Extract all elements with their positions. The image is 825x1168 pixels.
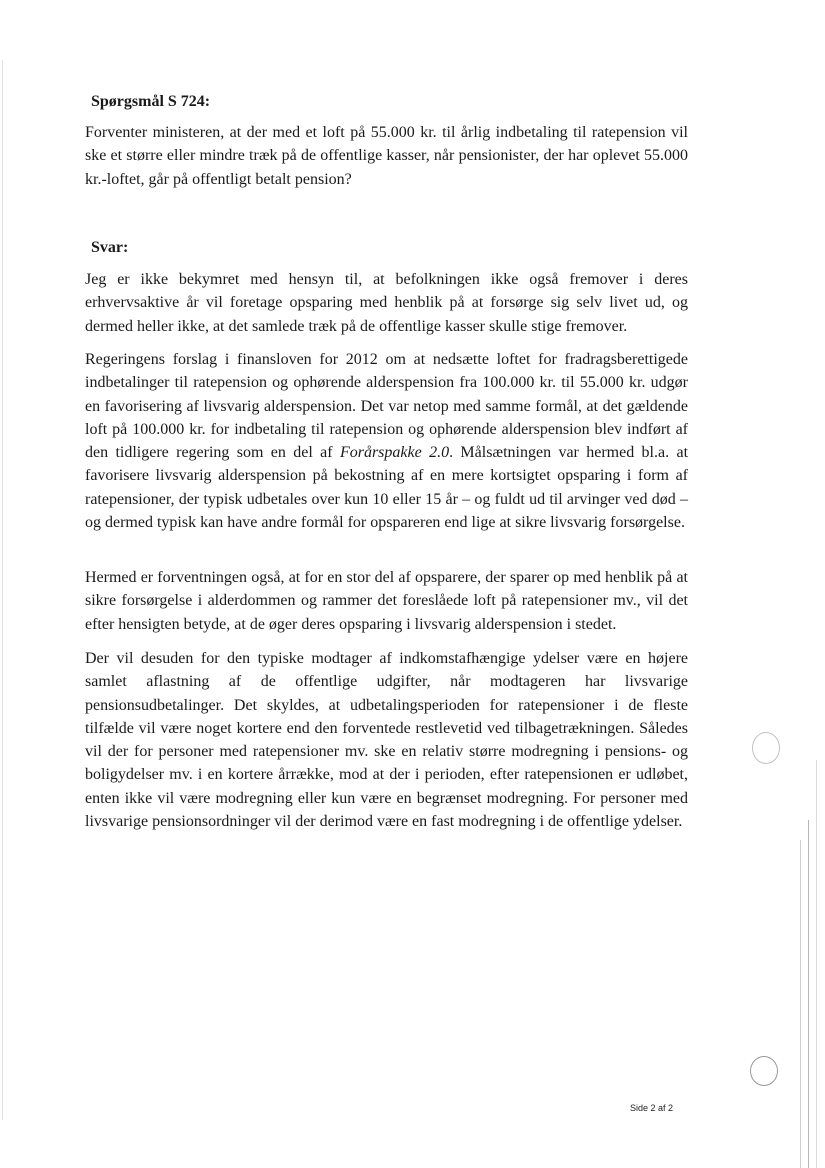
question-heading: Spørgsmål S 724: bbox=[91, 93, 211, 110]
punch-hole-upper bbox=[752, 732, 780, 764]
answer-paragraph-2-text-a: Regeringens forslag i finansloven for 2012 om at nedsætte loftet for fradragsberettigede indbetalinger til ratepension og ophørende alderspension fra 100.000 kr. til 55.000 kr. udgør en favorisering af livsvarig alderspension. Det var netop med samme formål, at det gældende loft på 100.000 kr. for indbetaling til ratepension og ophørende alderspension blev indført af den tidligere regering som en del af bbox=[85, 351, 688, 462]
scan-edge-right-3 bbox=[816, 760, 817, 1168]
answer-paragraph-2-text-b: . Målsætningen var hermed bl.a. at favorisere livsvarig alderspension på bekostning af en mere kortsigtet opsparing i form af ratepensioner, der typisk udbetales over kun 10 eller 15 år – og fuldt ud til arvinger ved død – og dermed typisk kan have andre formål for opspareren end lige at sikre livsvarig forsørgelse. bbox=[85, 444, 689, 532]
answer-heading: Svar: bbox=[91, 239, 129, 256]
question-text: Forventer ministeren, at der med et loft på 55.000 kr. til årlig indbetaling til ratepension vil ske et større eller mindre træk på de offentlige kasser, når pensionister, der har oplevet 55.000 kr.-loftet, går på offentligt betalt pension? bbox=[85, 124, 688, 188]
answer-paragraph-2 bbox=[85, 348, 688, 534]
answer-paragraph-1: Jeg er ikke bekymret med hensyn til, at befolkningen ikke også fremover i deres erhvervsaktive år vil foretage opsparing med henblik på at forsørge sig selv livet ud, og dermed heller ikke, at det samlede træk på de offentlige kasser skulle stige fremover. bbox=[85, 271, 688, 335]
page-number: Side 2 af 2 bbox=[630, 1103, 674, 1113]
package-name: Forårspakke 2.0 bbox=[339, 444, 450, 462]
scan-edge-right-2 bbox=[808, 820, 809, 1168]
answer-paragraph-3: Hermed er forventningen også, at for en stor del af opsparere, der sparer op med henblik på at sikre forsørgelse i alderdommen og rammer det foreslåede loft på ratepensioner mv., vil det efter hensigten betyde, at de øger deres opsparing i livsvarig alderspension i stedet. bbox=[85, 569, 688, 633]
punch-hole-lower bbox=[750, 1056, 778, 1086]
scan-edge-left bbox=[2, 60, 3, 1120]
answer-paragraph-4: Der vil desuden for den typiske modtager af indkomstafhængige ydelser være en højere samlet aflastning af de offentlige udgifter, når modtageren har livsvarige pensionsudbetalinger. Det skyldes, at udbetalingsperioden for ratepensioner i de fleste tilfælde vil være noget kortere end den forventede restlevetid ved tilbagetrækningen. Således vil der for personer med ratepensioner mv. ske en relativ større modregning i pensions- og boligydelser mv. i en kortere årrække, mod at der i perioden, efter ratepensionen er udløbet, enten ikke vil være modregning eller kun være en begrænset modregning. For personer med livsvarige pensionsordninger vil der derimod være en fast modregning i de offentlige ydelser. bbox=[85, 650, 688, 831]
scan-edge-right bbox=[800, 840, 801, 1168]
